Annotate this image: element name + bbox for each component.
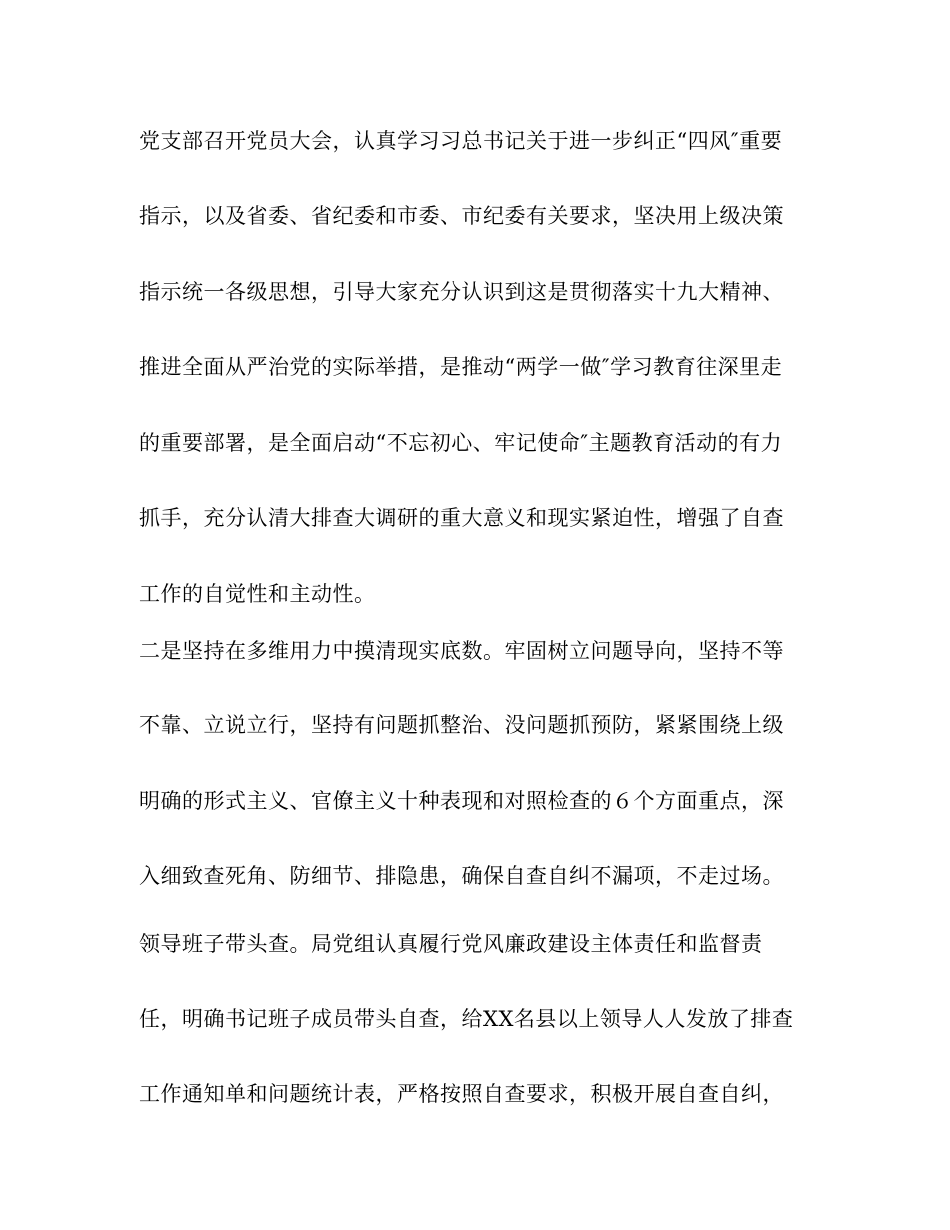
text-line-10: 明确的形式主义、官僚主义十种表现和对照检查的６个方面重点，深 (139, 789, 784, 813)
text-line-6: 抓手，充分认清大排查大调研的重大意义和现实紧迫性，增强了自查 (139, 506, 784, 530)
text-line-4: 推进全面从严治党的实际举措，是推动“两学一做″学习教育往深里走 (139, 355, 783, 379)
text-line-5: 的重要部署，是全面启动“不忘初心、牢记使命″主题教育活动的有力 (139, 431, 783, 455)
text-line-11: 入细致查死角、防细节、排隐患，确保自查自纠不漏项，不走过场。 (139, 864, 784, 888)
text-line-2: 指示，以及省委、省纪委和市委、市纪委有关要求，坚决用上级决策 (139, 204, 784, 228)
text-line-13: 任，明确书记班子成员带头自查，给XX名县以上领导人人发放了排查 (139, 1007, 794, 1031)
text-line-14: 工作通知单和问题统计表，严格按照自查要求，积极开展自查自纠， (139, 1082, 784, 1106)
text-line-12: 领导班子带头查。局党组认真履行党风廉政建设主体责任和监督责 (139, 932, 763, 956)
text-line-9: 不靠、立说立行，坚持有问题抓整治、没问题抓预防，紧紧围绕上级 (139, 713, 784, 737)
text-line-7: 工作的自觉性和主动性。 (139, 582, 376, 606)
text-line-8: 二是坚持在多维用力中摸清现实底数。牢固树立问题导向，坚持不等 (139, 639, 784, 663)
text-line-3: 指示统一各级思想，引导大家充分认识到这是贯彻落实十九大精神、 (139, 280, 784, 304)
text-line-1: 党支部召开党员大会，认真学习习总书记关于进一步纠正“四风″重要 (139, 129, 783, 153)
